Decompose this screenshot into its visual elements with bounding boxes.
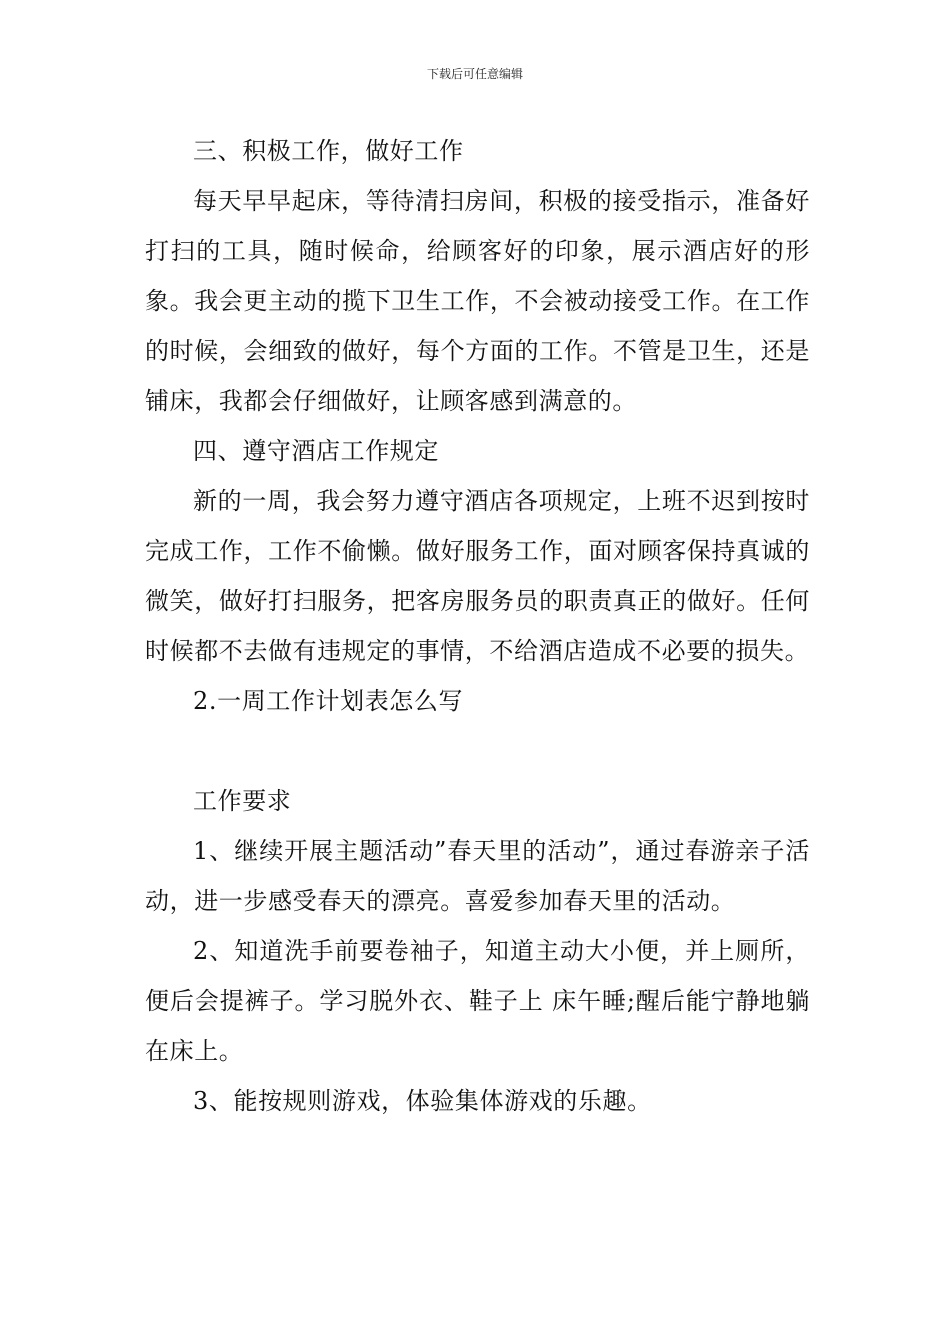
header-note: 下载后可任意编辑 xyxy=(426,67,523,81)
section-heading-3: 三、积极工作，做好工作 xyxy=(193,137,464,165)
requirement-item-1: 1、继续开展主题活动”春天里的活动”，通过春游亲子活动，进一步感受春天的漂亮。喜爱参加春天里的活动。 xyxy=(145,837,810,915)
document-body xyxy=(145,126,810,1126)
requirement-item-2: 2、知道洗手前要卷袖子，知道主动大小便，并上厕所，便后会提裤子。学习脱外衣、鞋子上 床午睡;醒后能宁静地躺在床上。 xyxy=(145,937,810,1065)
requirement-item-3: 3、能按规则游戏，体验集体游戏的乐趣。 xyxy=(193,1087,652,1115)
blank-line xyxy=(145,726,810,776)
section-heading-4: 四、遵守酒店工作规定 xyxy=(193,437,439,465)
paragraph-work-actively: 每天早早起床，等待清扫房间，积极的接受指示，准备好打扫的工具，随时候命，给顾客好的印象，展示酒店好的形象。我会更主动的揽下卫生工作，不会被动接受工作。在工作的时候，会细致的做好，每个方面的工作。不管是卫生，还是铺床，我都会仔细做好，让顾客感到满意的。 xyxy=(145,187,810,415)
paragraph-follow-rules: 新的一周，我会努力遵守酒店各项规定，上班不迟到按时完成工作，工作不偷懒。做好服务工作，面对顾客保持真诚的微笑，做好打扫服务，把客房服务员的职责真正的做好。任何时候都不去做有违规定的事情，不给酒店造成不必要的损失。 xyxy=(145,487,810,665)
heading-work-requirements: 工作要求 xyxy=(193,787,292,815)
subtitle-weekly-plan: 2.一周工作计划表怎么写 xyxy=(193,687,464,715)
